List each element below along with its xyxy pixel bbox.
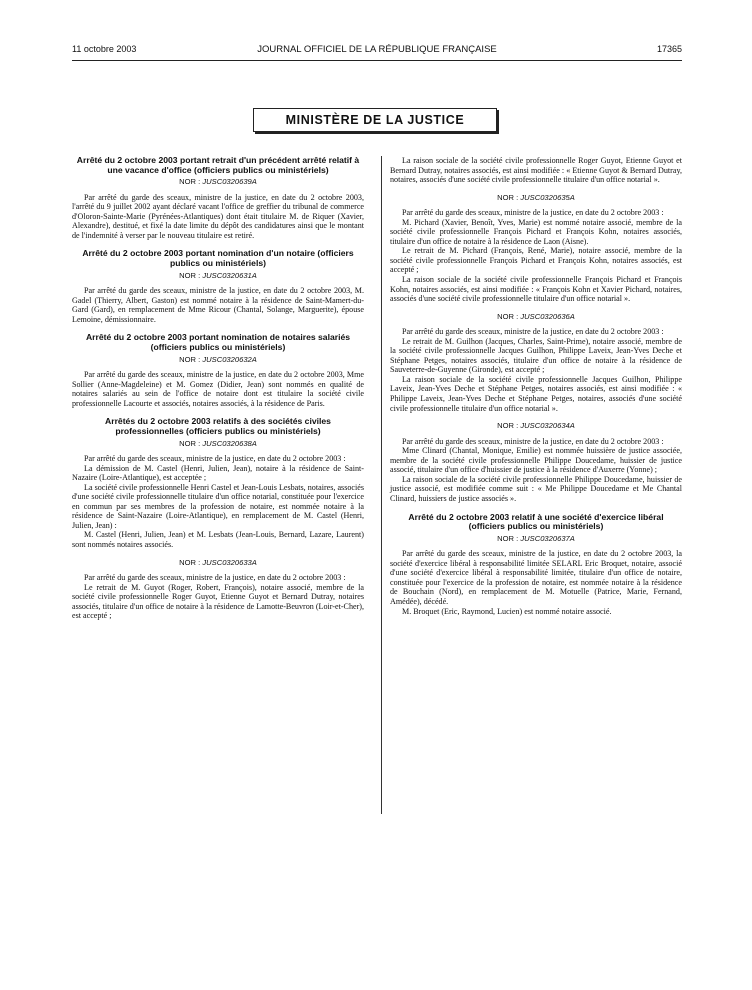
decrees-societes-civiles (72, 417, 364, 549)
decree-paragraph: Par arrêté du garde des sceaux, ministre de la justice, en date du 2 octobre 2003 : (402, 436, 664, 446)
nor-reference: NOR : JUSC0320636A (497, 311, 575, 321)
decree-guyot (72, 558, 364, 621)
decree-paragraph: Mme Clinard (Chantal, Monique, Emilie) est nommée huissière de justice associée, membre de la société civile professionnelle Philippe Doucedame, huissier de justice associé, titulaire d'un office d'huissier de justice à la résidence d'Auxerre (Yonne) ; (390, 446, 682, 475)
decree-paragraph: Par arrêté du garde des sceaux, ministre de la justice, en date du 2 octobre 2003, l'arrêté du 9 juillet 2002 ayant déclaré vacant l'office de greffier du tribunal de commerce d'Oloron-Sainte-Marie (Pyrénées-Atlantiques) dont était titulaire M. de Riquer (Xavier, Alexandre), destitué, et fixé la date limite du dépôt des candidatures ainsi que le montant de l'indemnité à verser par le nouveau titulaire est retiré. (72, 192, 364, 240)
header-rule (72, 60, 682, 61)
decree-paragraph: Par arrêté du garde des sceaux, ministre de la justice, en date du 2 octobre 2003 : (402, 327, 664, 337)
decree-paragraph: Par arrêté du garde des sceaux, ministre de la justice, en date du 2 octobre 2003 : (84, 454, 346, 464)
decree-paragraph: Le retrait de M. Guyot (Roger, Robert, François), notaire associé, membre de la société civile professionnelle Roger Guyot, Etienne Guyot et Bernard Dutray, notaires associés, titulaire d'un office de notaire à la résidence de Lamotte-Beuvron (Loir-et-Cher), est accepté ; (72, 582, 364, 621)
nor-code: JUSC0320638A (202, 438, 257, 448)
nor-code: JUSC0320635A (520, 192, 575, 202)
decree-notaires-salaries (72, 333, 364, 408)
decree-guyot-continued (390, 156, 682, 185)
decree-paragraph: M. Castel (Henri, Julien, Jean) et M. Lesbats (Jean-Louis, Bernard, Lazare, Laurent) sont nommés notaires associés. (72, 530, 364, 549)
nor-code: JUSC0320637A (520, 533, 575, 543)
decree-pichard (390, 193, 682, 304)
issue-date: 11 octobre 2003 (72, 44, 137, 54)
ministry-heading: MINISTÈRE DE LA JUSTICE (253, 108, 497, 132)
decree-paragraph: La raison sociale de la société civile professionnelle Roger Guyot, Etienne Guyot et Bernard Dutray, notaires associés, est ainsi modifiée : « Etienne Guyot & Bernard Dutray, notaires, associés d'une société civile professionnelle titulaire d'un office notarial ». (390, 156, 682, 185)
decree-title: Arrêté du 2 octobre 2003 portant nomination d'un notaire (officiers publics ou ministériels) (82, 248, 354, 269)
decree-paragraph: Par arrêté du garde des sceaux, ministre de la justice, en date du 2 octobre 2003, Mme Sollier (Anne-Magdeleine) et M. Gomez (Didier, Jean) sont nommés en qualité de notaires salariés au sein de l'office de notaire dont est titulaire la société civile professionnelle Lacourte et associés, notaires associés, à la résidence de Paris. (72, 370, 364, 408)
page-number: 17365 (656, 44, 682, 54)
nor-reference: NOR : JUSC0320631A (179, 270, 257, 280)
nor-reference: NOR : JUSC0320632A (179, 354, 257, 364)
decree-paragraph: Par arrêté du garde des sceaux, ministre de la justice, en date du 2 octobre 2003, la société d'exercice libéral à responsabilité limitée SELARL Eric Broquet, notaire, associé d'une société d'exercice libéral à responsabilité limitée, titulaire d'un office de notaire, constituée pour l'exercice de la profession de notaire, est nommée notaire à la résidence de Bouchain (Nord), en remplacement de M. Motuelle (Patrice, Marie, Fernand, Amédée), décédé. (390, 549, 682, 606)
nor-code: JUSC0320631A (202, 270, 257, 280)
right-column (390, 156, 682, 616)
nor-reference: NOR : JUSC0320639A (179, 177, 257, 187)
decree-nomination-notaire (72, 249, 364, 324)
decree-paragraph: La raison sociale de la société civile professionnelle François Pichard et François Kohn, notaires associés, est ainsi modifiée : « François Kohn et Xavier Pichard, notaires, associés d'une société civile professionnelle titulaire d'un office notarial ». (390, 275, 682, 304)
decree-retrait-vacance (72, 156, 364, 240)
left-column (72, 156, 364, 621)
column-divider (381, 156, 382, 814)
decree-paragraph: Par arrêté du garde des sceaux, ministre de la justice, en date du 2 octobre 2003, M. Gadel (Thierry, Albert, Gaston) est nommé notaire à la résidence de Saint-Mamert-du-Gard (Gard), en remplacement de Mme Ricour (Chantal, Solange, Marguerite), épouse Lemoine, démissionnaire. (72, 286, 364, 324)
decree-paragraph: M. Broquet (Eric, Raymond, Lucien) est nommé notaire associé. (402, 606, 612, 616)
decree-title: Arrêté du 2 octobre 2003 relatif à une société d'exercice libéral (officiers publics ou ministériels) (408, 511, 664, 532)
nor-code: JUSC0320634A (520, 421, 575, 431)
decree-paragraph: La raison sociale de la société civile professionnelle Jacques Guilhon, Philippe Laveix, Jean-Yves Deche et Stéphane Petges, notaires associés, est ainsi modifiée : « Philippe Laveix, Jean-Yves Deche et Stéphane Petges, notaires, associés d'une société civile professionnelle titulaire d'un office notarial ». (390, 374, 682, 413)
decree-paragraph: Par arrêté du garde des sceaux, ministre de la justice, en date du 2 octobre 2003 : (84, 573, 346, 583)
decree-paragraph: Par arrêté du garde des sceaux, ministre de la justice, en date du 2 octobre 2003 : (402, 208, 664, 218)
decree-title: Arrêté du 2 octobre 2003 portant retrait d'un précédent arrêté relatif à une vacance d'office (officiers publics ou ministériels) (76, 155, 360, 175)
decree-title: Arrêtés du 2 octobre 2003 relatifs à des sociétés civiles professionnelles (officiers publics ou ministériels) (105, 416, 331, 436)
nor-code: JUSC0320633A (202, 557, 257, 567)
nor-code: JUSC0320639A (202, 177, 257, 187)
decree-paragraph: M. Pichard (Xavier, Benoît, Yves, Marie) est nommé notaire associé, membre de la société civile professionnelle François Pichard et François Kohn, notaires associés, titulaire d'un office de notaire à la résidence de Laon (Aisne). (390, 217, 682, 246)
decree-guilhon (390, 312, 682, 413)
nor-reference: NOR : JUSC0320633A (179, 557, 257, 567)
decree-title: Arrêté du 2 octobre 2003 portant nomination de notaires salariés (officiers publics ou ministériels) (85, 332, 351, 352)
nor-reference: NOR : JUSC0320638A (179, 438, 257, 448)
decree-paragraph: Le retrait de M. Guilhon (Jacques, Charles, Saint-Prime), notaire associé, membre de la société civile professionnelle Jacques Guilhon, Philippe Laveix, Jean-Yves Deche et Stéphane Petges, notaires associés, titulaire d'un office de notaire à la résidence de Sauveterre-de-Guyenne (Gironde), est accepté ; (390, 336, 682, 375)
running-header (72, 44, 682, 58)
decree-clinard (390, 421, 682, 503)
nor-code: JUSC0320636A (520, 311, 575, 321)
nor-code: JUSC0320632A (202, 354, 257, 364)
decree-paragraph: Le retrait de M. Pichard (François, René, Marie), notaire associé, membre de la société civile professionnelle François Pichard et François Kohn, notaires associés, est accepté ; (390, 246, 682, 275)
nor-reference: NOR : JUSC0320634A (497, 421, 575, 431)
decree-selarl (390, 513, 682, 617)
nor-reference: NOR : JUSC0320635A (497, 192, 575, 202)
decree-paragraph: La démission de M. Castel (Henri, Julien, Jean), notaire à la résidence de Saint-Nazaire (Loire-Atlantique), est acceptée ; (72, 463, 364, 483)
decree-paragraph: La société civile professionnelle Henri Castel et Jean-Louis Lesbats, notaires, associés d'une société civile professionnelle titulaire d'un office notarial, constituée pour l'exercice en commun par ses membres de la profession de notaire, est nommée notaire à la résidence de Saint-Nazaire (Loire-Atlantique), en remplacement de M. Castel (Henri, Julien, Jean) : (72, 482, 364, 530)
decree-paragraph: La raison sociale de la société civile professionnelle Philippe Doucedame, huissier de justice associé, est modifiée comme suit : « Me Philippe Doucedame et Me Chantal Clinard, huissiers de justice associés ». (390, 474, 682, 503)
nor-reference: NOR : JUSC0320637A (497, 533, 575, 543)
journal-title: JOURNAL OFFICIEL DE LA RÉPUBLIQUE FRANÇAISE (257, 44, 497, 55)
